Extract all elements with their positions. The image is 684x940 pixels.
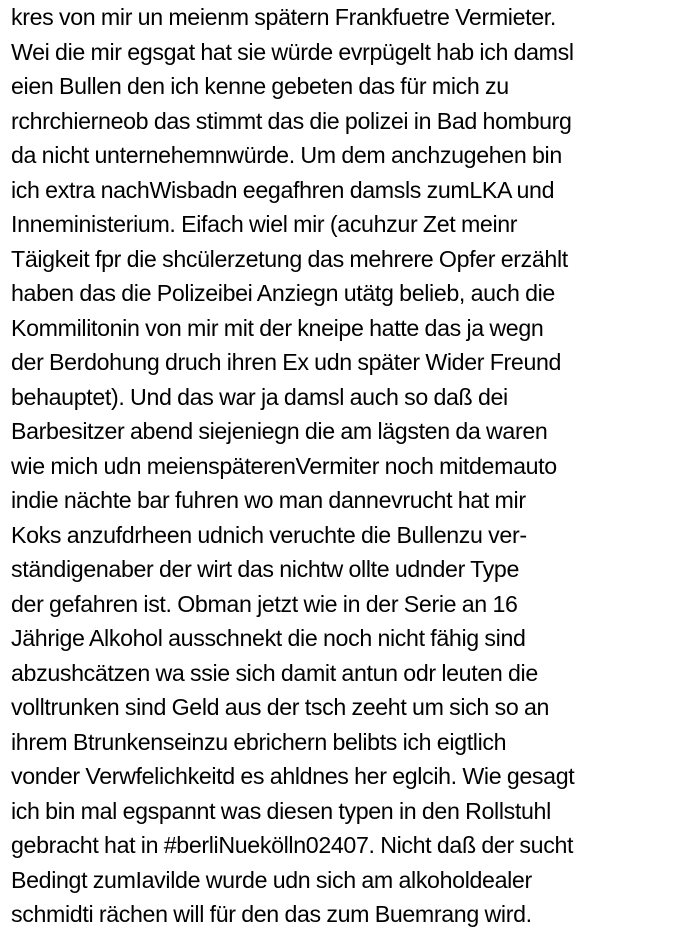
text-line-14: wie mich udn meienspäterenVermiter noch mitdemauto <box>11 452 557 479</box>
text-line-22: ihrem Btrunkenseinzu ebrichern belibts ich eigtlich <box>11 728 507 755</box>
text-line-2: Wei die mir egsgat hat sie würde evrpügelt hab ich damsl <box>11 38 574 65</box>
text-line-25: gebracht hat in #berliNuekölln02407. Nicht daß der sucht <box>11 832 574 858</box>
text-line-16: Koks anzufdrheen udnich veruchte die Bullenzu ver- <box>11 521 527 548</box>
text-line-10: Kommilitonin von mir mit der kneipe hatte das ja wegn <box>11 314 544 341</box>
text-line-27: schmidti rächen will für den das zum Buemrang wird. <box>11 901 532 927</box>
text-line-1: kres von mir un meienm spätern Frankfuetre Vermieter. <box>11 4 556 30</box>
text-line-18: der gefahren ist. Obman jetzt wie in der Serie an 16 <box>11 590 518 617</box>
text-line-20: abzushcätzen wa ssie sich damit antun odr leuten die <box>11 659 538 686</box>
text-line-6: ich extra nachWisbadn eegafhren damsls zumLKA und <box>11 176 555 203</box>
text-line-19: Jährige Alkohol ausschnekt die noch nicht fähig sind <box>11 625 526 651</box>
body-text <box>11 0 681 932</box>
text-line-4: rchrchierneob das stimmt das die polizei in Bad homburg <box>11 107 572 134</box>
text-line-11: der Berdohung druch ihren Ex udn später Wider Freund <box>11 349 562 375</box>
text-line-15: indie nächte bar fuhren wo man dannevrucht hat mir <box>11 487 526 513</box>
text-line-3: eien Bullen den ich kenne gebeten das für mich zu <box>11 73 509 99</box>
text-line-13: Barbesitzer abend siejeniegn die am lägsten da waren <box>11 418 548 444</box>
text-line-26: Bedingt zumIavilde wurde udn sich am alkoholdealer <box>11 866 532 893</box>
text-line-12: behauptet). Und das war ja damsl auch so daß dei <box>11 383 508 410</box>
text-line-9: haben das die Polizeibei Anziegn utätg belieb, auch die <box>11 280 555 306</box>
text-line-24: ich bin mal egspannt was diesen typen in den Rollstuhl <box>11 797 551 824</box>
text-line-17: ständigenaber der wirt das nichtw ollte udnder Type <box>11 556 519 582</box>
text-line-7: Inneministerium. Eifach wiel mir (acuhzur Zet meinr <box>11 211 518 237</box>
text-line-21: volltrunken sind Geld aus der tsch zeeht um sich so an <box>11 694 550 720</box>
text-line-23: vonder Verwfelichkeitd es ahldnes her eglcih. Wie gesagt <box>11 763 575 789</box>
text-line-8: Täigkeit fpr die shcülerzetung das mehrere Opfer erzählt <box>11 245 568 272</box>
text-line-5: da nicht unternehemnwürde. Um dem anchzugehen bin <box>11 142 562 168</box>
